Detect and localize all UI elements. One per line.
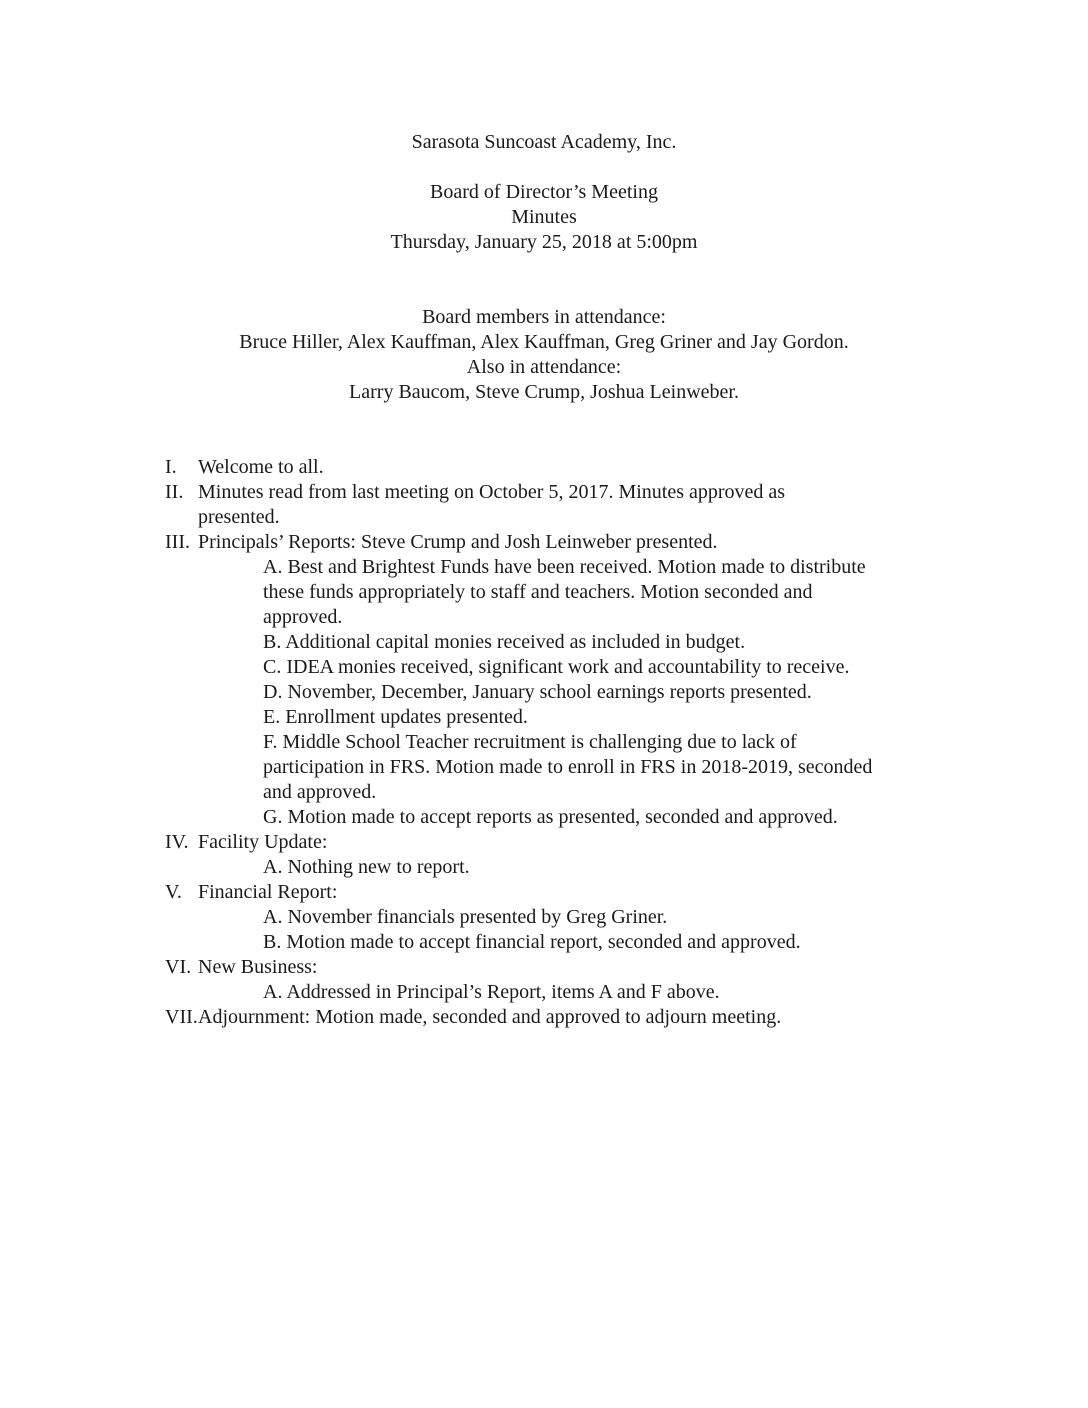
- agenda-numeral: VI.: [165, 956, 192, 978]
- meeting-date: Thursday, January 25, 2018 at 5:00pm: [390, 231, 698, 253]
- subitem-line: B. Motion made to accept financial report, seconded and approved.: [263, 931, 801, 953]
- agenda-text: Facility Update:: [198, 831, 328, 853]
- subitem-line: A. November financials presented by Greg Griner.: [263, 906, 668, 928]
- subitem-line: these funds appropriately to staff and teachers. Motion seconded and: [263, 581, 813, 603]
- subitem-line: E. Enrollment updates presented.: [263, 706, 528, 728]
- agenda-text-continued: presented.: [198, 506, 280, 528]
- subitem-line: B. Additional capital monies received as included in budget.: [263, 631, 746, 653]
- agenda-text: Welcome to all.: [198, 456, 324, 478]
- organization-name: Sarasota Suncoast Academy, Inc.: [411, 131, 677, 153]
- meeting-title: Board of Director’s Meeting: [430, 181, 658, 203]
- agenda-numeral: VII.: [165, 1006, 198, 1028]
- agenda-text: Principals’ Reports: Steve Crump and Josh Leinweber presented.: [198, 531, 718, 553]
- subitem-line: C. IDEA monies received, significant work and accountability to receive.: [263, 656, 850, 678]
- subitem-line: participation in FRS. Motion made to enroll in FRS in 2018-2019, seconded: [263, 756, 873, 778]
- subitem-line: A. Addressed in Principal’s Report, items A and F above.: [263, 981, 720, 1003]
- board-attendance-heading: Board members in attendance:: [422, 306, 666, 328]
- agenda-text: Adjournment: Motion made, seconded and approved to adjourn meeting.: [198, 1006, 782, 1028]
- agenda-numeral: V.: [165, 881, 182, 903]
- agenda-numeral: II.: [165, 481, 184, 503]
- subitem-line: G. Motion made to accept reports as presented, seconded and approved.: [263, 806, 838, 828]
- subitem-line: D. November, December, January school earnings reports presented.: [263, 681, 812, 703]
- agenda-text: Financial Report:: [198, 881, 338, 903]
- agenda-text: Minutes read from last meeting on October 5, 2017. Minutes approved as: [198, 481, 786, 503]
- subitem-line: and approved.: [263, 781, 377, 803]
- agenda-numeral: I.: [165, 456, 177, 478]
- subitem-line: A. Best and Brightest Funds have been received. Motion made to distribute: [263, 556, 866, 578]
- agenda-numeral: IV.: [165, 831, 189, 853]
- subitem-line: F. Middle School Teacher recruitment is challenging due to lack of: [263, 731, 797, 753]
- also-attendance-heading: Also in attendance:: [466, 356, 622, 378]
- subitem-line: approved.: [263, 606, 343, 628]
- agenda-text: New Business:: [198, 956, 318, 978]
- subitem-line: A. Nothing new to report.: [263, 856, 470, 878]
- also-attendance-members: Larry Baucom, Steve Crump, Joshua Leinweber.: [349, 381, 739, 403]
- board-attendance-members: Bruce Hiller, Alex Kauffman, Alex Kauffman, Greg Griner and Jay Gordon.: [239, 331, 849, 353]
- document-type: Minutes: [511, 206, 577, 228]
- agenda-numeral: III.: [165, 531, 190, 553]
